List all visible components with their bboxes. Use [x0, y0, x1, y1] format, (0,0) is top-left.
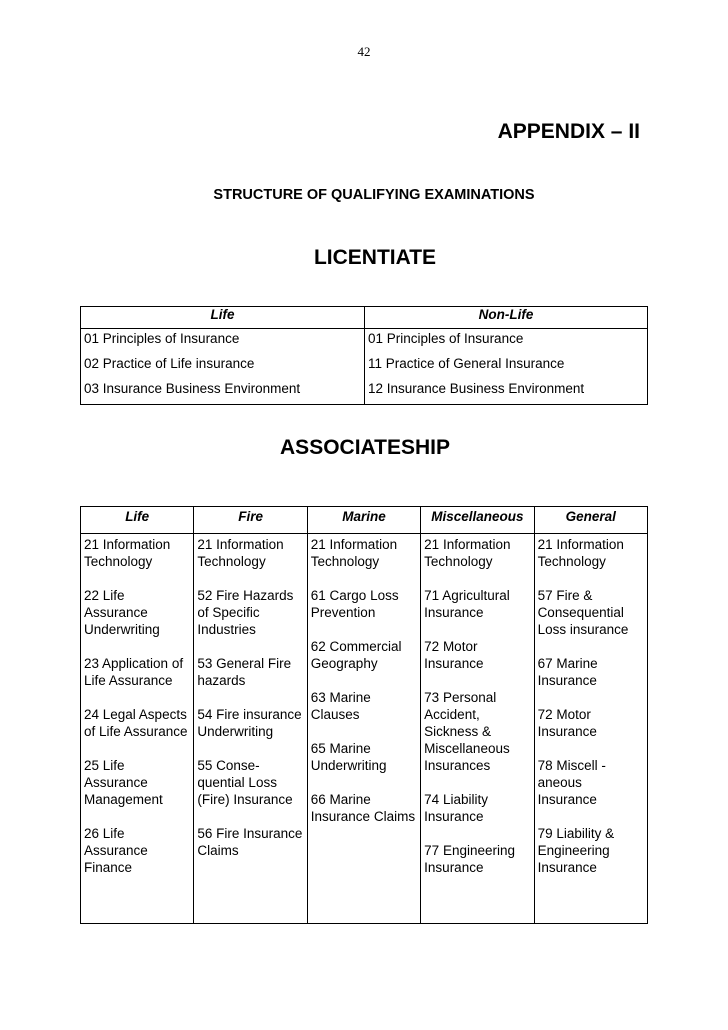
subject-entry: 62 Commercial Geography: [310, 639, 402, 671]
licentiate-header-life: Life: [81, 307, 365, 329]
subject-entry: 21 Information Technology: [310, 537, 398, 569]
subject-entry: 21 Information Technology: [197, 537, 284, 569]
subject-entry: 73 Personal Accident, Sickness & Miscellaneous Insurances: [424, 690, 510, 773]
table-row: [81, 354, 648, 379]
subject-entry: 21 Information Technology: [84, 537, 171, 569]
licentiate-header-non-life: Non-Life: [365, 307, 648, 329]
associateship-header-fire: Fire: [194, 507, 307, 534]
associateship-header-miscellaneous: Miscellaneous: [421, 507, 534, 534]
subject-entry: 71 Agricultural Insurance: [424, 588, 510, 620]
subject-entry: 23 Application of Life Assurance: [84, 656, 184, 688]
associateship-body-row: [81, 534, 648, 924]
page-number: 42: [357, 44, 371, 59]
licentiate-header-row: [81, 307, 648, 329]
subject-entry: 21 Information Technology: [537, 537, 624, 569]
subject-entry: 79 Liability & Engineering Insurance: [537, 826, 615, 875]
associateship-column-life: [81, 534, 194, 924]
subject-entry: 54 Fire insurance Underwriting: [197, 707, 302, 739]
table-cell: 12 Insurance Business Environment: [365, 379, 648, 405]
subject-entry: 22 Life Assurance Underwriting: [84, 588, 160, 637]
table-cell: 03 Insurance Business Environment: [81, 379, 365, 405]
table-row: [81, 329, 648, 355]
table-cell: 11 Practice of General Insurance: [365, 354, 648, 379]
subject-entry: 61 Cargo Loss Prevention: [310, 588, 399, 620]
associateship-column-fire: [194, 534, 307, 924]
associateship-column-general: [534, 534, 647, 924]
licentiate-table: [80, 306, 648, 405]
associateship-column-miscellaneous: [421, 534, 534, 924]
table-cell: 01 Principles of Insurance: [81, 329, 365, 355]
table-cell: 01 Principles of Insurance: [365, 329, 648, 355]
subject-entry: 53 General Fire hazards: [197, 656, 292, 688]
licentiate-title: LICENTIATE: [313, 246, 437, 269]
subject-entry: 78 Miscell - aneous Insurance: [537, 758, 606, 807]
subject-entry: 77 Engineering Insurance: [424, 843, 515, 875]
subject-entry: 21 Information Technology: [424, 537, 511, 569]
subject-entry: 56 Fire Insurance Claims: [197, 826, 303, 858]
subject-entry: 24 Legal Aspects of Life Assurance: [84, 707, 188, 739]
appendix-title: APPENDIX – II: [497, 120, 640, 143]
table-cell: 02 Practice of Life insurance: [81, 354, 365, 379]
subject-entry: 63 Marine Clauses: [310, 690, 371, 722]
associateship-header-row: [81, 507, 648, 534]
subject-entry: 66 Marine Insurance Claims: [310, 792, 416, 824]
subject-entry: 52 Fire Hazards of Specific Industries: [197, 588, 294, 637]
subject-entry: 26 Life Assurance Finance: [84, 826, 148, 875]
subject-entry: 55 Conse-quential Loss (Fire) Insurance: [197, 758, 293, 807]
subject-entry: 67 Marine Insurance: [537, 656, 598, 688]
associateship-header-life: Life: [81, 507, 194, 534]
subject-entry: 74 Liability Insurance: [424, 792, 488, 824]
associateship-header-general: General: [534, 507, 647, 534]
subject-entry: 72 Motor Insurance: [424, 639, 484, 671]
associateship-header-marine: Marine: [307, 507, 420, 534]
subject-entry: 72 Motor Insurance: [537, 707, 597, 739]
subject-entry: 57 Fire & Consequential Loss insurance: [537, 588, 629, 637]
subject-entry: 25 Life Assurance Management: [84, 758, 163, 807]
associateship-column-marine: [307, 534, 420, 924]
associateship-title: ASSOCIATESHIP: [280, 436, 450, 459]
table-row: [81, 379, 648, 405]
structure-title: STRUCTURE OF QUALIFYING EXAMINATIONS: [213, 187, 535, 203]
subject-entry: 65 Marine Underwriting: [310, 741, 387, 773]
associateship-table: [80, 506, 648, 924]
